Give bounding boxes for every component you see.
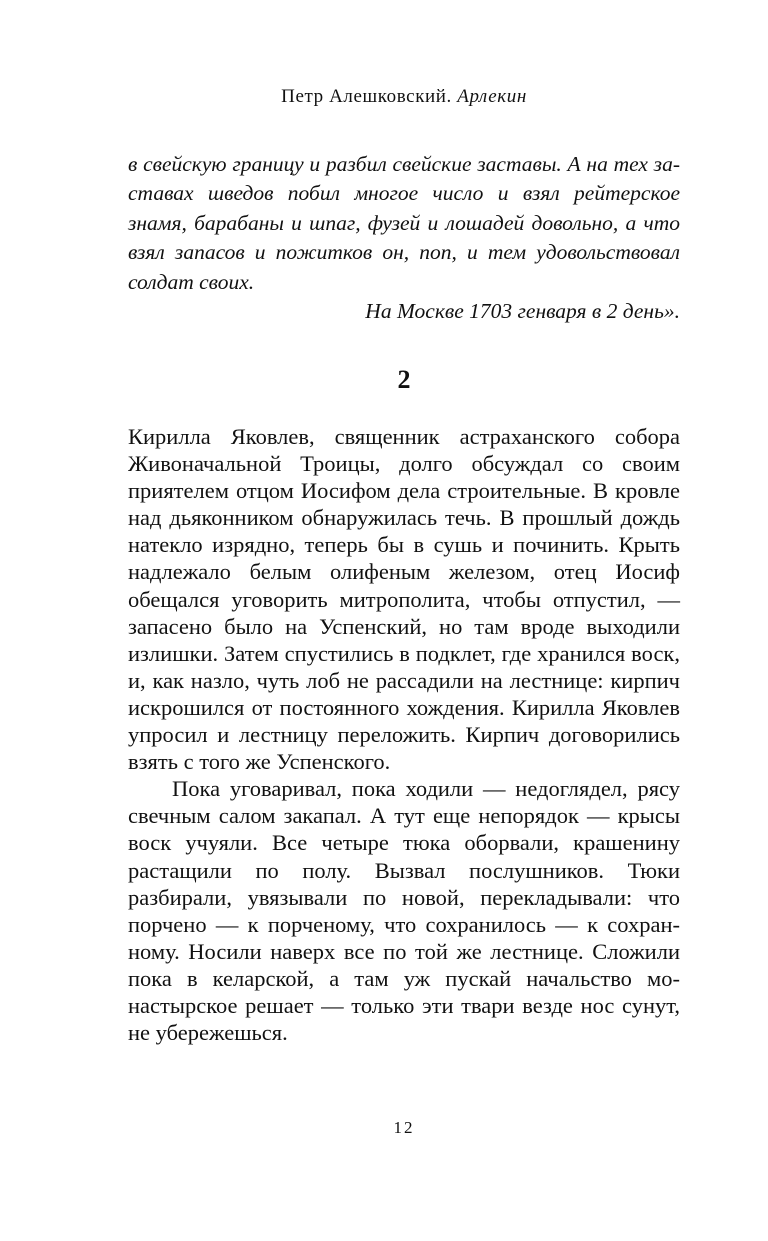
running-head xyxy=(128,86,680,108)
quoted-document xyxy=(128,150,680,326)
body-text xyxy=(128,423,680,1046)
chapter-number: 2 xyxy=(397,365,411,394)
quote-text: в свейскую границу и разбил свейские заставы. А на тех заставах шведов побил многое число и взял рейтерское знамя, барабаны и шпаг, фузей и лошадей довольно, а что взял запасов и пожитков он, поп, и тем удовольствовал солдат своих. xyxy=(128,152,680,294)
quote-signature: На Москве 1703 генваря в 2 день». xyxy=(365,299,680,324)
page-number: 12 xyxy=(393,1118,415,1137)
body-paragraph-2: Пока уговаривал, пока ходили — недоглядел, рясу свечным салом закапал. А тут еще непорядок — крысы воск учуяли. Все четыре тюка оборвали, крашенину растащили по полу. Вызвал послушников. Тюки разбирали, увязывали по новой, перекладывали: что порчено — к порченому, что сохранилось — к сохранному. Носили наверх все по той же лестнице. Сложили пока в келарской, а там уж пускай начальство монастырское решает — только эти твари везде нос сунут, не убережешься. xyxy=(128,776,680,1046)
running-head-author: Петр Алешковский. xyxy=(281,86,452,107)
body-paragraph-1: Кирилла Яковлев, священник астраханского собора Живоначальной Троицы, долго обсуждал со своим приятелем отцом Иосифом дела строительные. В кровле над дьяконником обнаружилась течь. В прошлый дождь натекло изрядно, теперь бы в сушь и починить. Крыть надлежало белым олифеным железом, отец Иосиф обещался уговорить митрополита, чтобы отпустил, — запасено было на Успенский, но там вроде выходили излишки. Затем спустились в подклет, где хранился воск, и, как назло, чуть лоб не рассадили на лестнице: кирпич искрошился от постоянного хождения. Кирилла Яковлев упросил и лестницу переложить. Кирпич договорились взять с того же Успенского. xyxy=(128,424,680,775)
running-head-title: Арлекин xyxy=(457,86,527,107)
